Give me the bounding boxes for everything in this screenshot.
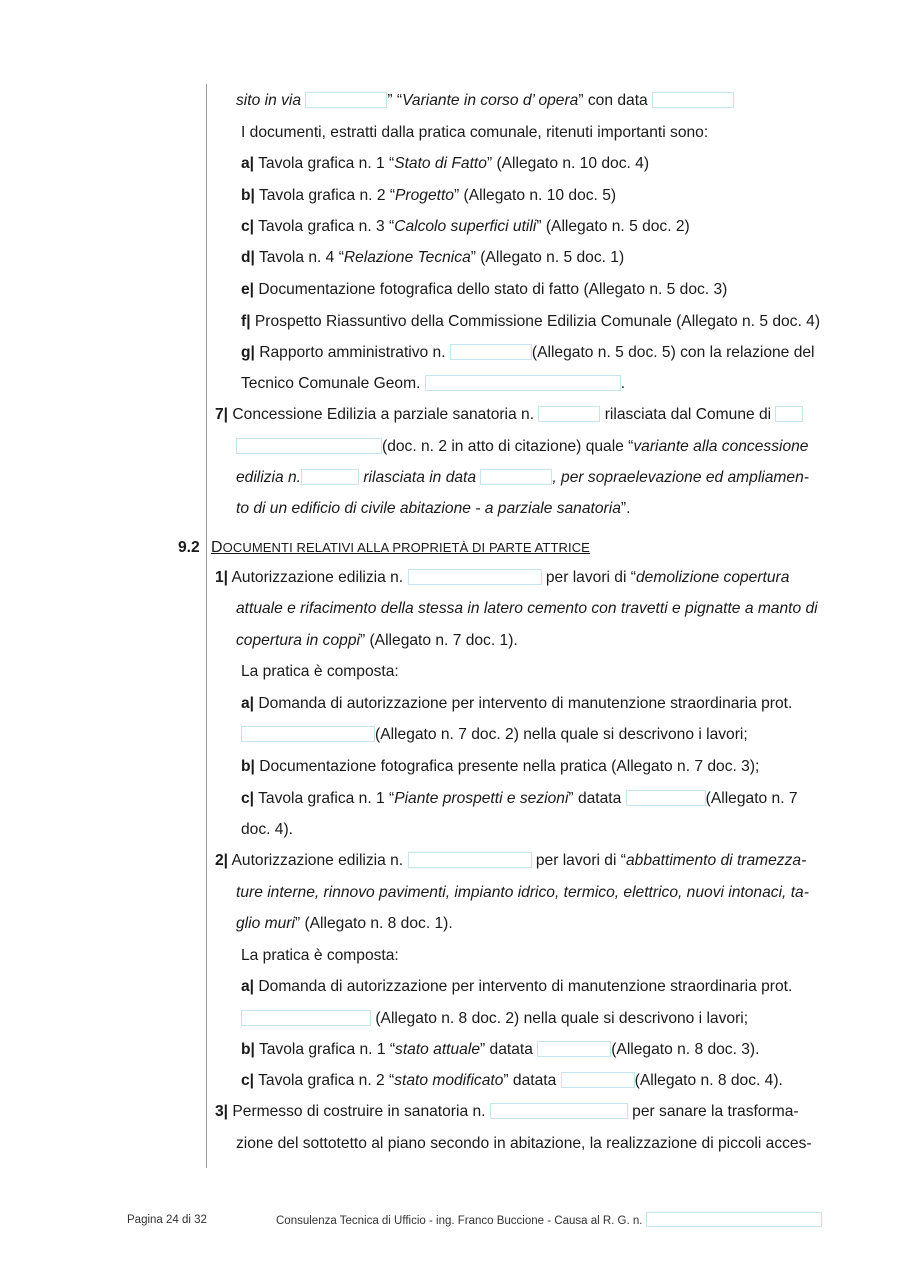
text-line: I documenti, estratti dalla pratica comunale, ritenuti importanti sono: <box>241 124 709 141</box>
text-fragment: (Allegato n. 8 doc. 3). <box>611 1041 760 1058</box>
list-marker: b| <box>241 758 255 775</box>
text-fragment: ” “ <box>387 92 403 109</box>
text-fragment: Stato di Fatto <box>394 155 487 172</box>
list-item <box>241 154 649 174</box>
text-fragment: to di un edificio di civile abitazione - a parziale sanatoria <box>236 500 621 517</box>
page-number: Pagina 24 di 32 <box>127 1214 207 1226</box>
redaction-box <box>241 726 375 742</box>
redaction-box <box>305 92 387 108</box>
text-fragment: Rapporto amministrativo n. <box>254 344 446 361</box>
redaction-box <box>652 92 734 108</box>
text-fragment: glio muri <box>236 915 295 932</box>
footer-label: Consulenza Tecnica di Ufficio - ing. Franco Buccione - Causa al R. G. n. <box>276 1215 643 1227</box>
text-fragment: ” (Allegato n. 10 doc. 4) <box>486 155 650 172</box>
redaction-box <box>537 1041 611 1057</box>
text-fragment: edilizia n. <box>236 469 302 486</box>
text-fragment: Tavola grafica n. 2 “ <box>254 1072 395 1089</box>
list-marker: c| <box>241 218 255 235</box>
text-fragment: ” datata <box>568 790 622 807</box>
text-fragment: ” (Allegato n. 8 doc. 1). <box>294 915 453 932</box>
redaction-box <box>538 406 600 422</box>
list-item <box>241 789 798 809</box>
text-fragment: Piante prospetti e sezioni <box>394 790 569 807</box>
redaction-box <box>450 344 532 360</box>
text-fragment: abbattimento di tramezza- <box>625 852 807 869</box>
text-line <box>236 631 518 651</box>
text-line <box>241 1009 748 1029</box>
text-fragment: (doc. n. 2 in atto di citazione) quale “ <box>382 438 634 455</box>
text-fragment: ” datata <box>503 1072 557 1089</box>
text-fragment: per sanare la trasforma- <box>632 1103 799 1120</box>
section-number: 9.2 <box>178 539 200 556</box>
list-item <box>241 312 820 332</box>
list-marker: b| <box>241 1041 255 1058</box>
text-line <box>241 725 748 745</box>
text-line: La pratica è composta: <box>241 663 399 680</box>
list-item <box>215 1102 799 1122</box>
text-fragment: ” con data <box>578 92 648 109</box>
list-item <box>241 694 792 714</box>
text-fragment: variante alla concessione <box>633 438 809 455</box>
list-marker: e| <box>241 281 255 298</box>
redaction-box <box>425 375 621 391</box>
text-line <box>236 468 809 488</box>
text-fragment: ” (Allegato n. 7 doc. 1). <box>359 632 518 649</box>
section-heading <box>211 538 590 558</box>
text-fragment: Tecnico Comunale Geom. <box>241 375 421 392</box>
text-fragment: Autorizzazione edilizia n. <box>228 569 404 586</box>
list-marker: c| <box>241 790 255 807</box>
text-fragment: (Allegato n. 8 doc. 4). <box>634 1072 783 1089</box>
list-number: 7| <box>215 406 229 423</box>
text-line: La pratica è composta: <box>241 947 399 964</box>
redaction-box <box>561 1072 635 1088</box>
text-fragment: per lavori di “ <box>545 569 636 586</box>
text-line <box>236 437 808 457</box>
list-marker: c| <box>241 1072 255 1089</box>
text-fragment: (Allegato n. 5 doc. 5) con la relazione del <box>531 344 815 361</box>
text-fragment: (Allegato n. 7 doc. 2) nella quale si descrivono i lavori; <box>375 726 748 743</box>
text-fragment: Relazione Tecnica <box>343 249 471 266</box>
text-fragment: ” datata <box>480 1041 533 1058</box>
list-marker: d| <box>241 249 255 266</box>
text-fragment: Tavola grafica n. 1 “ <box>254 790 395 807</box>
text-fragment: ” (Allegato n. 5 doc. 2) <box>536 218 690 235</box>
list-item <box>241 343 815 363</box>
text-fragment: rilasciata in data <box>363 469 477 486</box>
redaction-box <box>408 569 542 585</box>
text-fragment: Tavola grafica n. 3 “ <box>254 218 395 235</box>
text-fragment: Documentazione fotografica presente nella pratica (Allegato n. 7 doc. 3); <box>254 758 760 775</box>
text-fragment: Documentazione fotografica dello stato di fatto (Allegato n. 5 doc. 3) <box>254 281 728 298</box>
footer-text <box>276 1212 822 1229</box>
text-line <box>241 374 625 394</box>
redaction-box <box>301 469 359 485</box>
text-fragment: Domanda di autorizzazione per intervento di manutenzione straordinaria prot. <box>254 695 793 712</box>
list-number: 1| <box>215 569 229 586</box>
text-line <box>236 91 734 111</box>
text-fragment: stato modificato <box>394 1072 504 1089</box>
text-fragment: per lavori di “ <box>535 852 626 869</box>
text-fragment: copertura in coppi <box>236 632 360 649</box>
list-item <box>241 1071 783 1091</box>
text-fragment: , per sopraelevazione ed ampliamen- <box>552 469 809 486</box>
list-marker: b| <box>241 187 255 204</box>
text-fragment: Domanda di autorizzazione per intervento di manutenzione straordinaria prot. <box>254 978 793 995</box>
list-marker: g| <box>241 344 255 361</box>
text-fragment: attuale e rifacimento della stessa in latero cemento con travetti e pignatte a manto di <box>236 600 818 617</box>
list-item <box>241 217 690 237</box>
redaction-box <box>775 406 803 422</box>
text-line <box>236 914 453 934</box>
text-fragment: . <box>620 375 626 392</box>
text-fragment: Progetto <box>395 187 454 204</box>
list-item <box>241 1040 759 1060</box>
list-item <box>215 851 806 871</box>
text-fragment: Permesso di costruire in sanatoria n. <box>228 1103 486 1120</box>
text-line <box>236 499 630 519</box>
redaction-box <box>646 1212 822 1227</box>
text-fragment: ”. <box>620 500 631 517</box>
list-number: 2| <box>215 852 229 869</box>
heading-rest: OCUMENTI RELATIVI ALLA PROPRIETÀ DI PARTE ATTRICE <box>222 540 590 555</box>
text-fragment: demolizione copertura <box>635 569 790 586</box>
margin-rule <box>206 84 207 1168</box>
redaction-box <box>408 852 532 868</box>
redaction-box <box>241 1010 371 1026</box>
list-marker: a| <box>241 695 255 712</box>
text-fragment: sito in via <box>236 92 302 109</box>
redaction-box <box>480 469 552 485</box>
text-fragment: (Allegato n. 8 doc. 2) nella quale si descrivono i lavori; <box>375 1010 749 1027</box>
list-item <box>241 280 727 300</box>
text-line <box>236 883 809 903</box>
text-fragment: ture interne, rinnovo pavimenti, impianto idrico, termico, elettrico, nuovi intonaci, ta- <box>236 884 809 901</box>
list-number: 3| <box>215 1103 229 1120</box>
list-item <box>241 757 759 777</box>
redaction-box <box>236 438 382 454</box>
text-fragment: Tavola grafica n. 1 “ <box>254 1041 396 1058</box>
list-item <box>241 248 624 268</box>
list-marker: a| <box>241 978 255 995</box>
list-item <box>241 977 792 997</box>
text-fragment: Calcolo superfici utili <box>394 218 537 235</box>
text-fragment: Tavola grafica n. 2 “ <box>254 187 396 204</box>
text-line: doc. 4). <box>241 821 294 838</box>
text-fragment: Concessione Edilizia a parziale sanatoria n. <box>228 406 535 423</box>
redaction-box <box>490 1103 628 1119</box>
text-line <box>236 599 818 619</box>
redaction-box <box>626 790 706 806</box>
list-item <box>215 568 789 588</box>
text-fragment: stato attuale <box>395 1041 480 1058</box>
text-fragment: Tavola grafica n. 1 “ <box>254 155 395 172</box>
text-line: zione del sottotetto al piano secondo in abitazione, la realizzazione di piccoli acces- <box>236 1135 812 1152</box>
text-fragment: ” (Allegato n. 5 doc. 1) <box>470 249 625 266</box>
text-fragment: (Allegato n. 7 <box>705 790 798 807</box>
list-item <box>241 186 616 206</box>
text-fragment: Autorizzazione edilizia n. <box>228 852 404 869</box>
text-fragment: ” (Allegato n. 10 doc. 5) <box>453 187 617 204</box>
text-fragment: Variante in corso d’ opera <box>402 92 579 109</box>
list-item <box>215 405 803 425</box>
text-fragment: rilasciata dal Comune di <box>604 406 772 423</box>
text-fragment: Tavola n. 4 “ <box>254 249 344 266</box>
list-marker: a| <box>241 155 255 172</box>
heading-initial: D <box>211 539 223 556</box>
text-fragment: Prospetto Riassuntivo della Commissione Edilizia Comunale (Allegato n. 5 doc. 4) <box>250 313 821 330</box>
list-marker: f| <box>241 313 251 330</box>
